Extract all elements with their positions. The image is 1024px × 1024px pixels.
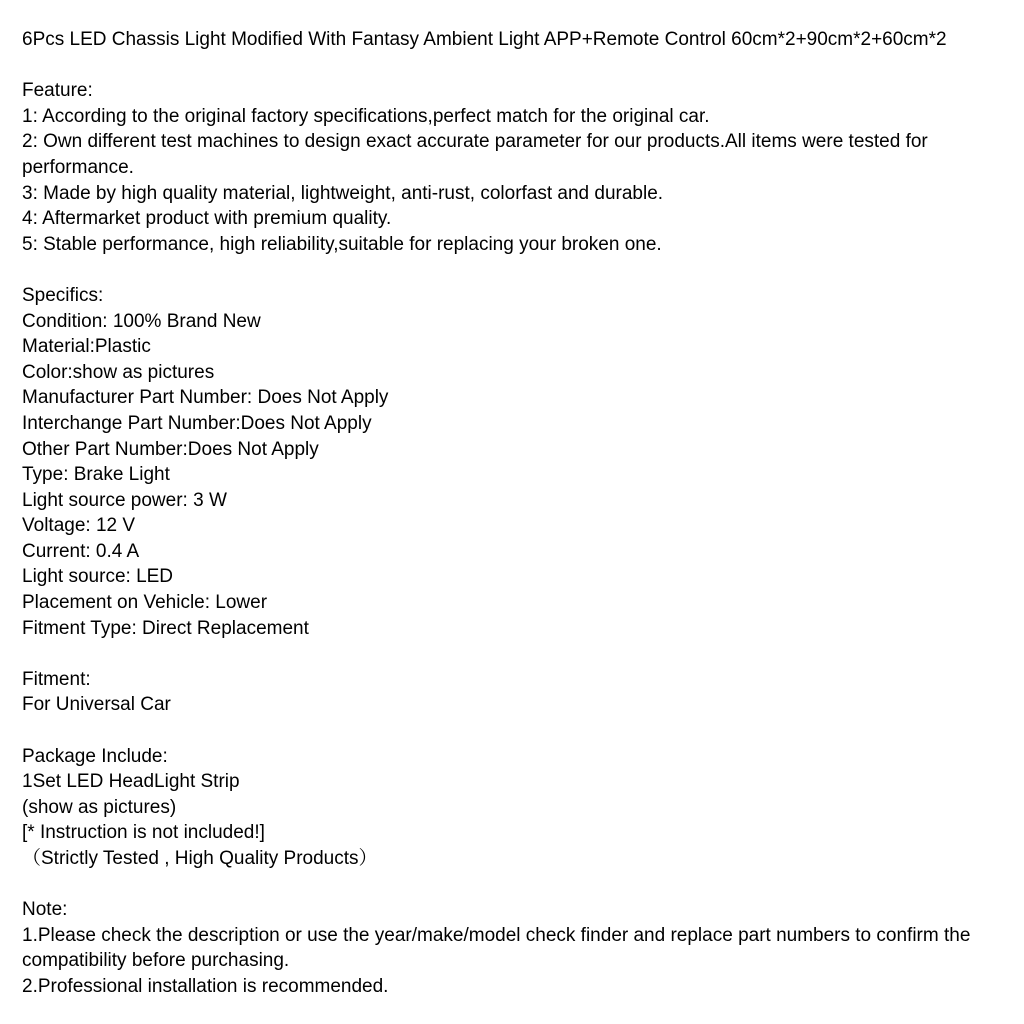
note-section xyxy=(22,897,1008,999)
fitment-heading: Fitment: xyxy=(22,668,91,690)
specifics-item-other-part-number: Other Part Number:Does Not Apply xyxy=(22,438,319,460)
specifics-item-material: Material:Plastic xyxy=(22,336,151,358)
specifics-item-interchange-part-number: Interchange Part Number:Does Not Apply xyxy=(22,412,372,434)
feature-item: 4: Aftermarket product with premium quality. xyxy=(22,208,392,230)
fitment-section xyxy=(22,667,1008,718)
specifics-item-color: Color:show as pictures xyxy=(22,361,215,383)
specifics-section xyxy=(22,283,1008,641)
specifics-item-voltage: Voltage: 12 V xyxy=(22,515,136,537)
package-item: 1Set LED HeadLight Strip xyxy=(22,771,240,793)
feature-heading: Feature: xyxy=(22,80,93,102)
package-heading: Package Include: xyxy=(22,745,168,767)
specifics-item-manufacturer-part-number: Manufacturer Part Number: Does Not Apply xyxy=(22,387,389,409)
specifics-item-current: Current: 0.4 A xyxy=(22,540,140,562)
package-section xyxy=(22,744,1008,872)
feature-item: 5: Stable performance, high reliability,suitable for replacing your broken one. xyxy=(22,233,662,255)
package-item: （Strictly Tested , High Quality Products） xyxy=(22,848,378,869)
package-item: (show as pictures) xyxy=(22,796,177,818)
note-item: 1.Please check the description or use the year/make/model check finder and replace part numbers to confirm the compatibility before purchasing. xyxy=(22,924,976,972)
specifics-item-fitment-type: Fitment Type: Direct Replacement xyxy=(22,617,309,639)
specifics-item-type: Type: Brake Light xyxy=(22,464,170,486)
feature-item: 2: Own different test machines to design exact accurate parameter for our products.All items were tested for performance. xyxy=(22,131,934,178)
feature-section xyxy=(22,78,1008,257)
package-item: [* Instruction is not included!] xyxy=(22,822,265,844)
product-title: 6Pcs LED Chassis Light Modified With Fantasy Ambient Light APP+Remote Control 60cm*2+90cm*2+60cm*2 xyxy=(22,29,947,50)
note-heading: Note: xyxy=(22,899,68,921)
note-item: 2.Professional installation is recommended. xyxy=(22,975,389,997)
specifics-heading: Specifics: xyxy=(22,284,104,306)
specifics-item-light-source-power: Light source power: 3 W xyxy=(22,489,227,511)
specifics-item-placement: Placement on Vehicle: Lower xyxy=(22,592,268,614)
feature-item: 3: Made by high quality material, lightweight, anti-rust, colorfast and durable. xyxy=(22,182,664,204)
specifics-item-light-source: Light source: LED xyxy=(22,566,174,588)
fitment-item: For Universal Car xyxy=(22,694,171,716)
specifics-item-condition: Condition: 100% Brand New xyxy=(22,310,261,332)
feature-item: 1: According to the original factory specifications,perfect match for the original car. xyxy=(22,105,710,127)
